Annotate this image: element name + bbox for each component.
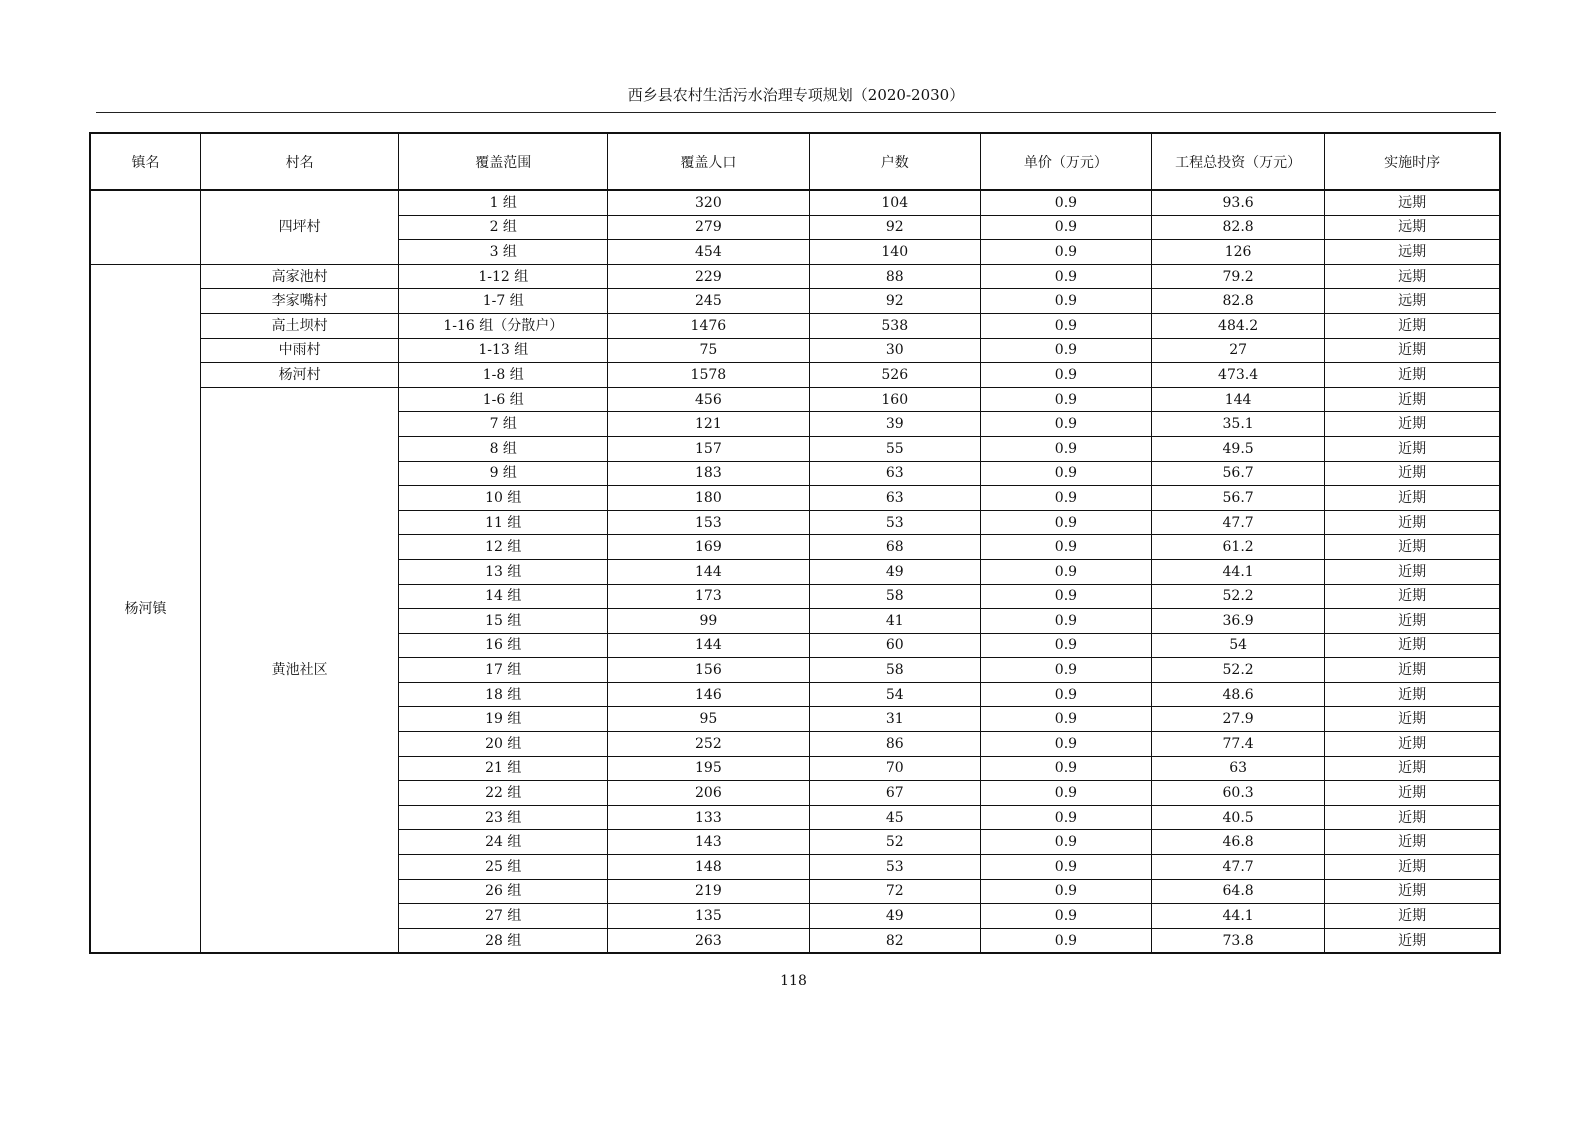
village-name-cell: 中雨村: [200, 338, 399, 363]
schedule-cell: 近期: [1325, 756, 1500, 781]
coverage-range-cell: 24 组: [399, 830, 608, 855]
column-header-population: 覆盖人口: [608, 133, 810, 190]
population-cell: 143: [608, 830, 810, 855]
table-row: [90, 387, 1500, 412]
unit-price-cell: 0.9: [980, 633, 1151, 658]
investment-table: [89, 132, 1501, 954]
schedule-cell: 近期: [1325, 855, 1500, 880]
unit-price-cell: 0.9: [980, 486, 1151, 511]
coverage-range-cell: 1-8 组: [399, 363, 608, 388]
population-cell: 180: [608, 486, 810, 511]
population-cell: 263: [608, 928, 810, 953]
schedule-cell: 近期: [1325, 732, 1500, 757]
investment-cell: 52.2: [1152, 584, 1325, 609]
investment-cell: 484.2: [1152, 313, 1325, 338]
population-cell: 219: [608, 879, 810, 904]
population-cell: 75: [608, 338, 810, 363]
investment-cell: 77.4: [1152, 732, 1325, 757]
column-header-village: 村名: [200, 133, 399, 190]
unit-price-cell: 0.9: [980, 830, 1151, 855]
investment-cell: 56.7: [1152, 461, 1325, 486]
unit-price-cell: 0.9: [980, 363, 1151, 388]
coverage-range-cell: 1-13 组: [399, 338, 608, 363]
households-cell: 49: [809, 559, 980, 584]
households-cell: 45: [809, 805, 980, 830]
households-cell: 58: [809, 658, 980, 683]
population-cell: 144: [608, 559, 810, 584]
investment-cell: 82.8: [1152, 289, 1325, 314]
schedule-cell: 近期: [1325, 658, 1500, 683]
schedule-cell: 远期: [1325, 289, 1500, 314]
unit-price-cell: 0.9: [980, 289, 1151, 314]
coverage-range-cell: 1-16 组（分散户）: [399, 313, 608, 338]
population-cell: 1476: [608, 313, 810, 338]
households-cell: 31: [809, 707, 980, 732]
coverage-range-cell: 2 组: [399, 215, 608, 240]
schedule-cell: 近期: [1325, 633, 1500, 658]
households-cell: 70: [809, 756, 980, 781]
schedule-cell: 近期: [1325, 928, 1500, 953]
unit-price-cell: 0.9: [980, 658, 1151, 683]
coverage-range-cell: 17 组: [399, 658, 608, 683]
population-cell: 183: [608, 461, 810, 486]
schedule-cell: 近期: [1325, 781, 1500, 806]
coverage-range-cell: 23 组: [399, 805, 608, 830]
coverage-range-cell: 20 组: [399, 732, 608, 757]
investment-cell: 60.3: [1152, 781, 1325, 806]
coverage-range-cell: 1 组: [399, 190, 608, 215]
population-cell: 121: [608, 412, 810, 437]
coverage-range-cell: 14 组: [399, 584, 608, 609]
coverage-range-cell: 25 组: [399, 855, 608, 880]
table-row: [90, 338, 1500, 363]
investment-cell: 48.6: [1152, 682, 1325, 707]
population-cell: 195: [608, 756, 810, 781]
town-name-cell: [90, 190, 200, 264]
households-cell: 92: [809, 289, 980, 314]
schedule-cell: 近期: [1325, 510, 1500, 535]
coverage-range-cell: 18 组: [399, 682, 608, 707]
coverage-range-cell: 27 组: [399, 904, 608, 929]
schedule-cell: 远期: [1325, 190, 1500, 215]
unit-price-cell: 0.9: [980, 584, 1151, 609]
investment-cell: 27: [1152, 338, 1325, 363]
village-name-cell: 高土坝村: [200, 313, 399, 338]
households-cell: 53: [809, 510, 980, 535]
population-cell: 206: [608, 781, 810, 806]
coverage-range-cell: 28 组: [399, 928, 608, 953]
investment-cell: 56.7: [1152, 486, 1325, 511]
investment-cell: 47.7: [1152, 855, 1325, 880]
households-cell: 86: [809, 732, 980, 757]
population-cell: 169: [608, 535, 810, 560]
households-cell: 82: [809, 928, 980, 953]
unit-price-cell: 0.9: [980, 707, 1151, 732]
unit-price-cell: 0.9: [980, 756, 1151, 781]
households-cell: 49: [809, 904, 980, 929]
coverage-range-cell: 21 组: [399, 756, 608, 781]
population-cell: 252: [608, 732, 810, 757]
coverage-range-cell: 9 组: [399, 461, 608, 486]
unit-price-cell: 0.9: [980, 879, 1151, 904]
unit-price-cell: 0.9: [980, 855, 1151, 880]
unit-price-cell: 0.9: [980, 264, 1151, 289]
schedule-cell: 近期: [1325, 805, 1500, 830]
column-header-unit-price: 单价（万元）: [980, 133, 1151, 190]
schedule-cell: 近期: [1325, 584, 1500, 609]
schedule-cell: 近期: [1325, 338, 1500, 363]
coverage-range-cell: 1-7 组: [399, 289, 608, 314]
unit-price-cell: 0.9: [980, 510, 1151, 535]
unit-price-cell: 0.9: [980, 190, 1151, 215]
investment-cell: 144: [1152, 387, 1325, 412]
investment-cell: 49.5: [1152, 436, 1325, 461]
unit-price-cell: 0.9: [980, 338, 1151, 363]
households-cell: 39: [809, 412, 980, 437]
households-cell: 104: [809, 190, 980, 215]
investment-cell: 63: [1152, 756, 1325, 781]
households-cell: 63: [809, 486, 980, 511]
unit-price-cell: 0.9: [980, 609, 1151, 634]
investment-cell: 73.8: [1152, 928, 1325, 953]
population-cell: 144: [608, 633, 810, 658]
population-cell: 173: [608, 584, 810, 609]
column-header-town: 镇名: [90, 133, 200, 190]
coverage-range-cell: 1-12 组: [399, 264, 608, 289]
population-cell: 229: [608, 264, 810, 289]
coverage-range-cell: 1-6 组: [399, 387, 608, 412]
village-name-cell: 高家池村: [200, 264, 399, 289]
schedule-cell: 近期: [1325, 609, 1500, 634]
unit-price-cell: 0.9: [980, 313, 1151, 338]
population-cell: 245: [608, 289, 810, 314]
households-cell: 160: [809, 387, 980, 412]
population-cell: 456: [608, 387, 810, 412]
households-cell: 72: [809, 879, 980, 904]
schedule-cell: 近期: [1325, 904, 1500, 929]
population-cell: 135: [608, 904, 810, 929]
population-cell: 454: [608, 240, 810, 265]
schedule-cell: 近期: [1325, 461, 1500, 486]
households-cell: 68: [809, 535, 980, 560]
households-cell: 140: [809, 240, 980, 265]
investment-cell: 36.9: [1152, 609, 1325, 634]
column-header-total-investment: 工程总投资（万元）: [1152, 133, 1325, 190]
investment-cell: 126: [1152, 240, 1325, 265]
households-cell: 53: [809, 855, 980, 880]
population-cell: 95: [608, 707, 810, 732]
page-header-title: 西乡县农村生活污水治理专项规划（2020-2030）: [627, 86, 965, 104]
households-cell: 54: [809, 682, 980, 707]
unit-price-cell: 0.9: [980, 215, 1151, 240]
investment-cell: 44.1: [1152, 559, 1325, 584]
table-row: [90, 289, 1500, 314]
population-cell: 320: [608, 190, 810, 215]
households-cell: 30: [809, 338, 980, 363]
investment-cell: 46.8: [1152, 830, 1325, 855]
schedule-cell: 远期: [1325, 264, 1500, 289]
unit-price-cell: 0.9: [980, 928, 1151, 953]
unit-price-cell: 0.9: [980, 904, 1151, 929]
coverage-range-cell: 11 组: [399, 510, 608, 535]
table-row: [90, 363, 1500, 388]
unit-price-cell: 0.9: [980, 240, 1151, 265]
households-cell: 60: [809, 633, 980, 658]
investment-cell: 35.1: [1152, 412, 1325, 437]
unit-price-cell: 0.9: [980, 387, 1151, 412]
town-name-cell: 杨河镇: [90, 264, 200, 953]
population-cell: 1578: [608, 363, 810, 388]
coverage-range-cell: 10 组: [399, 486, 608, 511]
households-cell: 63: [809, 461, 980, 486]
unit-price-cell: 0.9: [980, 559, 1151, 584]
coverage-range-cell: 15 组: [399, 609, 608, 634]
investment-cell: 82.8: [1152, 215, 1325, 240]
investment-cell: 61.2: [1152, 535, 1325, 560]
coverage-range-cell: 8 组: [399, 436, 608, 461]
households-cell: 526: [809, 363, 980, 388]
schedule-cell: 近期: [1325, 830, 1500, 855]
table-row: [90, 313, 1500, 338]
households-cell: 55: [809, 436, 980, 461]
schedule-cell: 远期: [1325, 215, 1500, 240]
investment-cell: 47.7: [1152, 510, 1325, 535]
population-cell: 279: [608, 215, 810, 240]
unit-price-cell: 0.9: [980, 461, 1151, 486]
coverage-range-cell: 16 组: [399, 633, 608, 658]
header-divider: [96, 112, 1496, 113]
village-name-cell: 黄池社区: [200, 387, 399, 953]
schedule-cell: 近期: [1325, 313, 1500, 338]
table-row: [90, 190, 1500, 215]
schedule-cell: 近期: [1325, 436, 1500, 461]
unit-price-cell: 0.9: [980, 535, 1151, 560]
schedule-cell: 近期: [1325, 682, 1500, 707]
investment-cell: 64.8: [1152, 879, 1325, 904]
table-header-row: [90, 133, 1500, 190]
investment-cell: 44.1: [1152, 904, 1325, 929]
schedule-cell: 近期: [1325, 707, 1500, 732]
schedule-cell: 近期: [1325, 559, 1500, 584]
investment-cell: 93.6: [1152, 190, 1325, 215]
unit-price-cell: 0.9: [980, 732, 1151, 757]
unit-price-cell: 0.9: [980, 805, 1151, 830]
unit-price-cell: 0.9: [980, 682, 1151, 707]
unit-price-cell: 0.9: [980, 781, 1151, 806]
unit-price-cell: 0.9: [980, 436, 1151, 461]
schedule-cell: 近期: [1325, 486, 1500, 511]
population-cell: 146: [608, 682, 810, 707]
coverage-range-cell: 22 组: [399, 781, 608, 806]
households-cell: 88: [809, 264, 980, 289]
column-header-coverage-range: 覆盖范围: [399, 133, 608, 190]
population-cell: 157: [608, 436, 810, 461]
schedule-cell: 近期: [1325, 412, 1500, 437]
coverage-range-cell: 3 组: [399, 240, 608, 265]
investment-cell: 54: [1152, 633, 1325, 658]
schedule-cell: 近期: [1325, 535, 1500, 560]
population-cell: 156: [608, 658, 810, 683]
households-cell: 92: [809, 215, 980, 240]
village-name-cell: 杨河村: [200, 363, 399, 388]
households-cell: 538: [809, 313, 980, 338]
village-name-cell: 李家嘴村: [200, 289, 399, 314]
coverage-range-cell: 7 组: [399, 412, 608, 437]
column-header-households: 户数: [809, 133, 980, 190]
population-cell: 153: [608, 510, 810, 535]
population-cell: 133: [608, 805, 810, 830]
investment-cell: 40.5: [1152, 805, 1325, 830]
schedule-cell: 近期: [1325, 363, 1500, 388]
households-cell: 41: [809, 609, 980, 634]
households-cell: 67: [809, 781, 980, 806]
village-name-cell: 四坪村: [200, 190, 399, 264]
schedule-cell: 近期: [1325, 387, 1500, 412]
households-cell: 58: [809, 584, 980, 609]
column-header-schedule: 实施时序: [1325, 133, 1500, 190]
coverage-range-cell: 13 组: [399, 559, 608, 584]
investment-cell: 79.2: [1152, 264, 1325, 289]
page-number: 118: [780, 973, 807, 989]
schedule-cell: 远期: [1325, 240, 1500, 265]
unit-price-cell: 0.9: [980, 412, 1151, 437]
coverage-range-cell: 19 组: [399, 707, 608, 732]
households-cell: 52: [809, 830, 980, 855]
investment-cell: 27.9: [1152, 707, 1325, 732]
schedule-cell: 近期: [1325, 879, 1500, 904]
population-cell: 148: [608, 855, 810, 880]
coverage-range-cell: 12 组: [399, 535, 608, 560]
table-body: [90, 190, 1500, 953]
investment-cell: 473.4: [1152, 363, 1325, 388]
coverage-range-cell: 26 组: [399, 879, 608, 904]
investment-cell: 52.2: [1152, 658, 1325, 683]
table-row: [90, 264, 1500, 289]
population-cell: 99: [608, 609, 810, 634]
